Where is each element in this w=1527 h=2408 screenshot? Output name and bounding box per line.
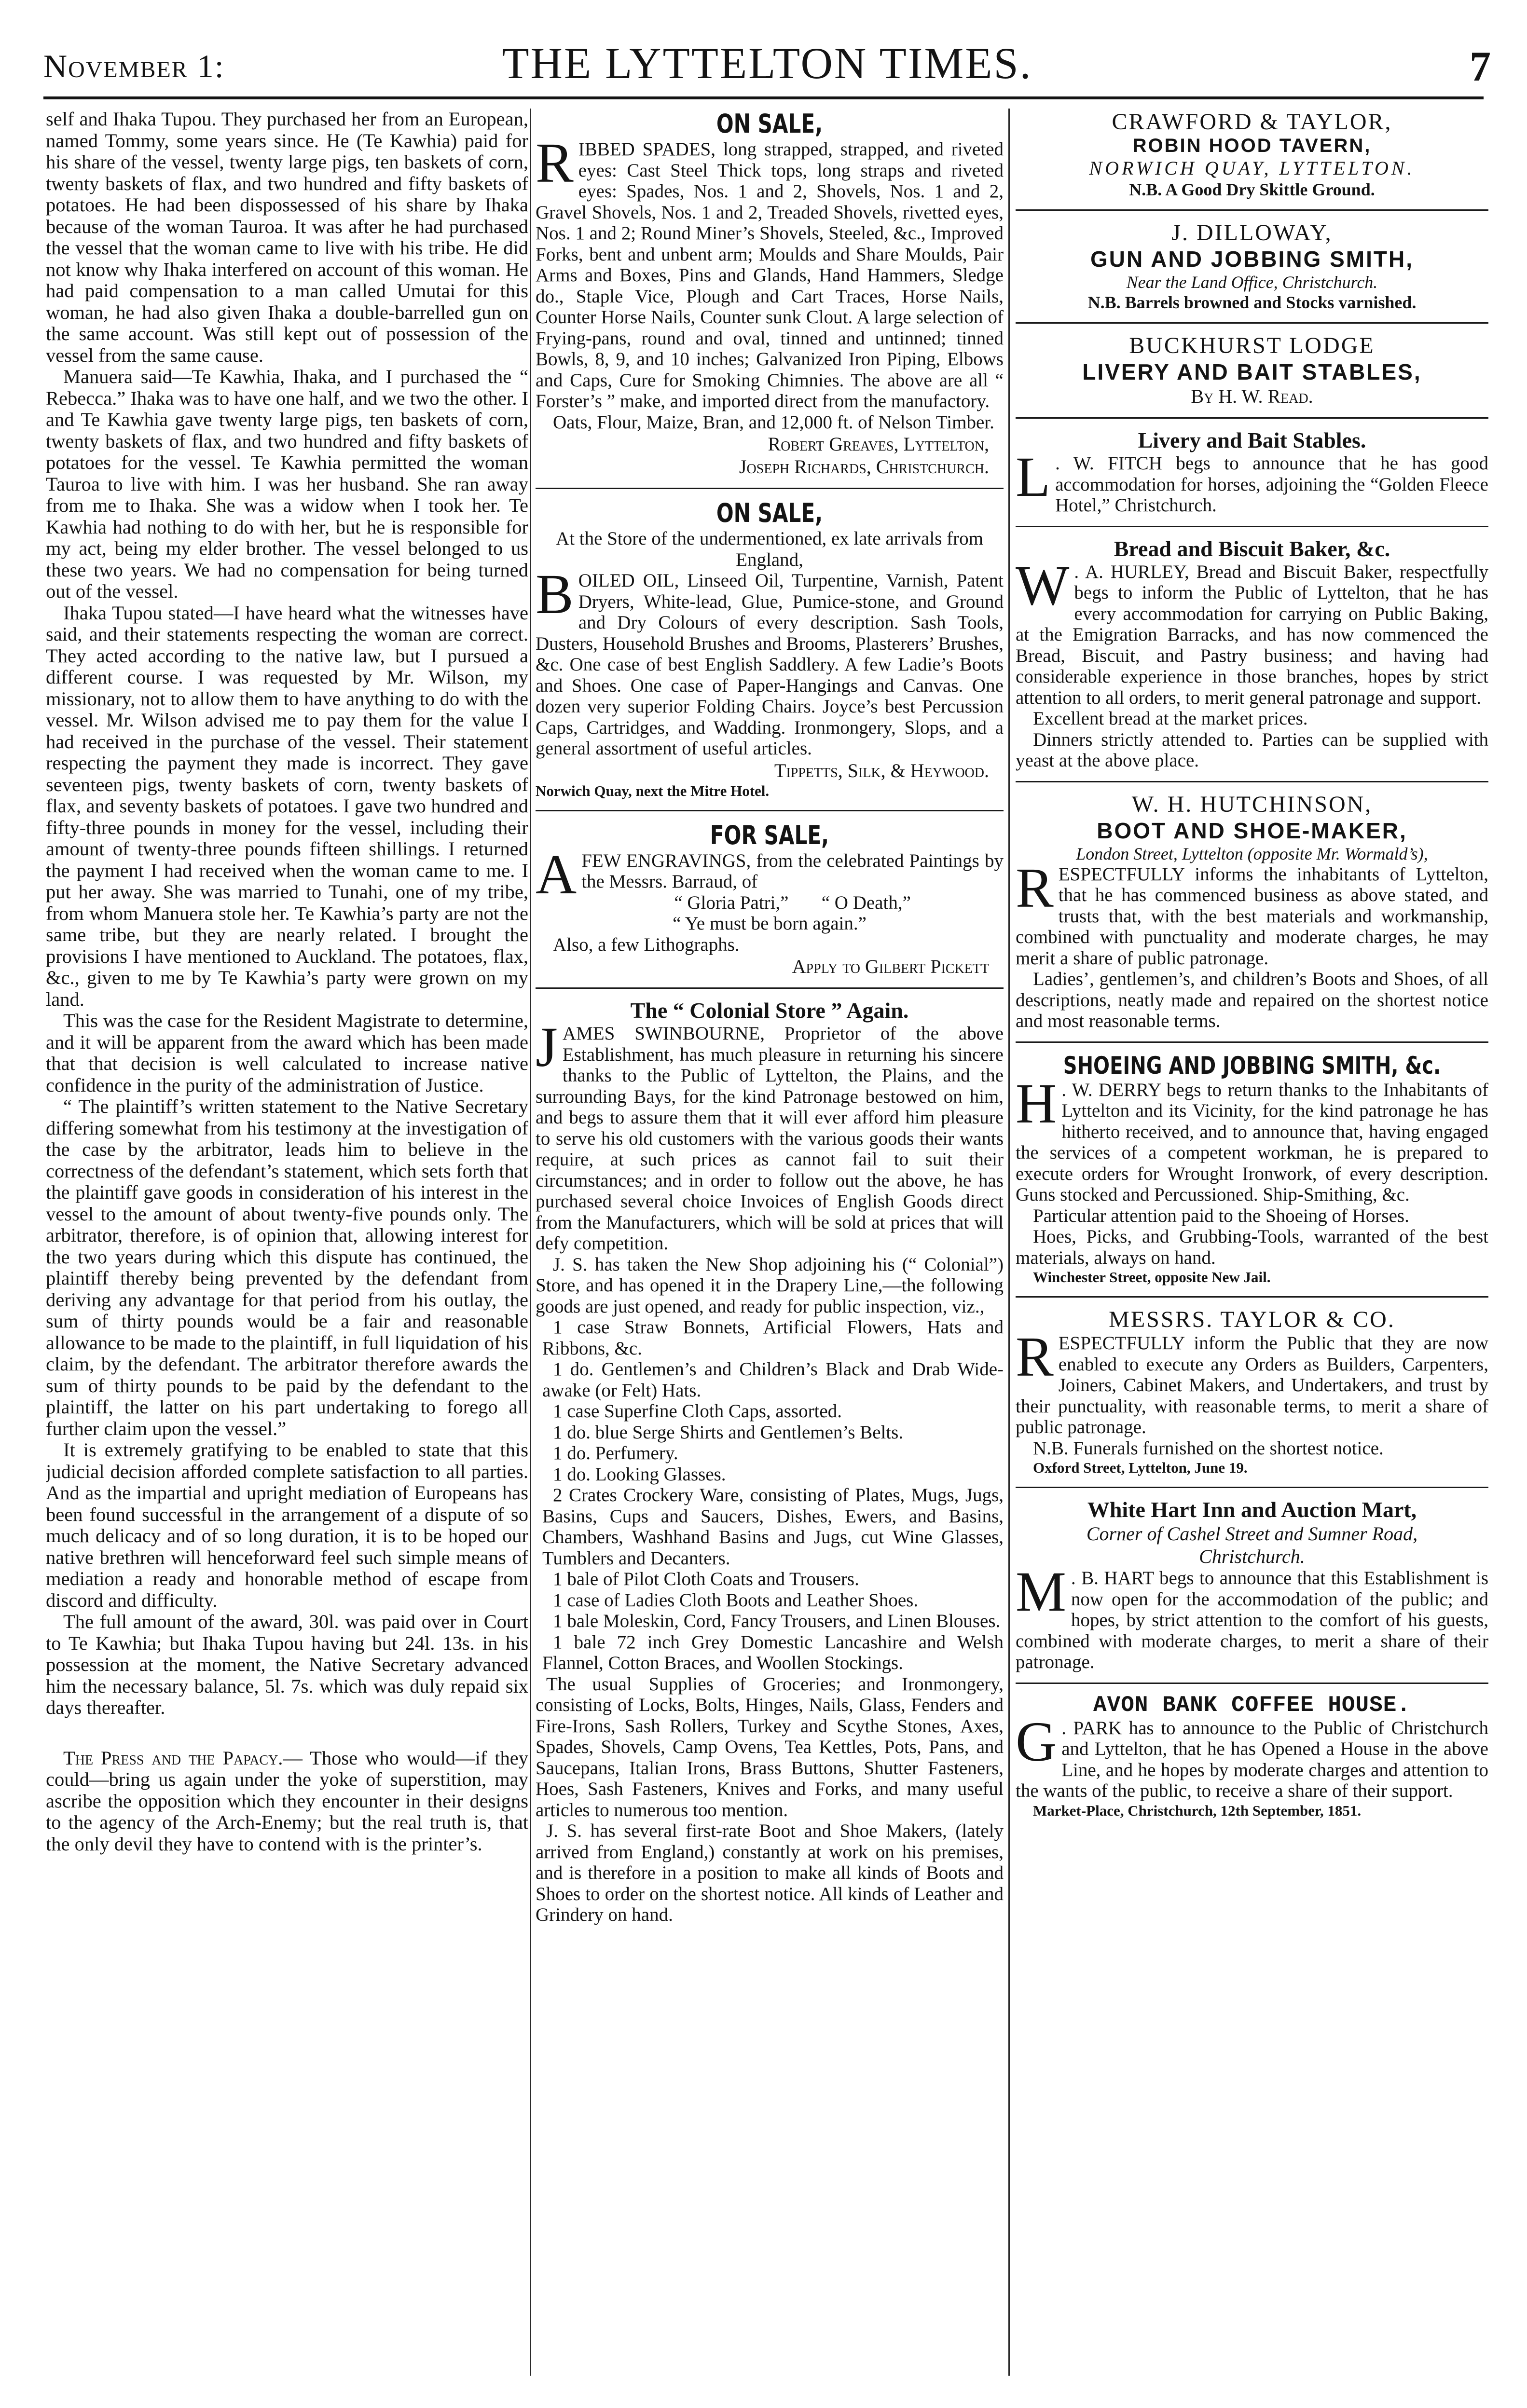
ad-body: Ladies’, gentlemen’s, and children’s Boots and Shoes, of all descriptions, neatly made and repaired on the shortest notice and most reasonable terms. [1016, 969, 1488, 1031]
ad-body: Particular attention paid to the Shoeing of Horses. [1033, 1205, 1409, 1226]
ad-white-hart-inn [1016, 1497, 1488, 1673]
ad-taylor-co [1016, 1306, 1488, 1477]
drop-capital: W [1016, 553, 1070, 617]
drop-capital: R [536, 131, 574, 194]
ad-heading: AVON BANK COFFEE HOUSE. [1093, 1692, 1411, 1718]
drop-capital: J [536, 1015, 558, 1079]
ad-signature: Apply to Gilbert Pickett [792, 956, 989, 977]
ad-address: Winchester Street, opposite New Jail. [1033, 1269, 1271, 1286]
goods-list [536, 1317, 1004, 1674]
ad-body: Dinners strictly attended to. Parties can be supplied with yeast at the above place. [1016, 729, 1488, 771]
ad-separator [536, 987, 1004, 989]
goods-item: 1 do. Looking Glasses. [553, 1464, 726, 1485]
ad-location: London Street, Lyttelton (opposite Mr. Wormald’s), [1076, 844, 1428, 863]
ad-signature: Joseph Richards, Christchurch. [739, 456, 989, 478]
press-papacy-text: — Those who would—if they could—bring us again under the yoke of superstition, may ascribe the opposition which they encounter in their designs to the agency of the Arch-Enemy; but the real truth is, that the only devil they have to contend with is the printer’s. [46, 1747, 528, 1855]
ad-separator [1016, 1683, 1488, 1684]
ad-dilloway [1016, 219, 1488, 313]
ad-body: AMES SWINBOURNE, Proprietor of the above Establishment, has much pleasure in returning his sincere thanks to the Public of Lyttelton, the Plains, and the surrounding Bays, for the kind Patronage bestowed on him, and begs to assure them that it will ever afford him pleasure to serve his old customers with the various goods their wants require, at such prices as cannot fail to suit their circumstances; and in order to follow out the above, he has purchased several choice Invoices of English Goods direct from the Manufacturers, which will be sold at prices that will defy competition. [536, 1023, 1004, 1254]
ad-address: Market-Place, Christchurch, 12th September, 1851. [1033, 1802, 1362, 1819]
ad-body: J. S. has several first-rate Boot and Shoe Makers, (lately arrived from England,) constantly at work on his premises, and is therefore in a position to make all kinds of Boots and Shoes to order on the shortest notice. All kinds of Leather and Grindery on hand. [536, 1820, 1004, 1925]
ad-separator [1016, 417, 1488, 419]
ad-separator [1016, 781, 1488, 782]
ad-heading: SHOEING AND JOBBING SMITH, &c. [1063, 1051, 1441, 1080]
news-paragraph: It is extremely gratifying to be enabled to state that this judicial decision afforded complete satisfaction to all parties. And as the impartial and upright mediation of Europeans has been found successful in the arrangement of a dispute of so much delicacy and of so long duration, it is to be hoped our native brethren will henceforward feel such simple means of mediation a ready and honorable method of escape from discord and difficulty. [46, 1439, 528, 1611]
ad-heading: FOR SALE, [710, 820, 829, 850]
drop-capital: M [1016, 1560, 1066, 1623]
ad-signature: Tippetts, Silk, & Heywood. [774, 759, 989, 781]
masthead [43, 29, 1491, 92]
ad-livery-stables [1016, 427, 1488, 516]
newspaper-title: THE LYTTELTON TIMES. [502, 39, 1032, 88]
ad-buckhurst-lodge [1016, 332, 1488, 408]
ad-separator [1016, 526, 1488, 527]
ad-note: N.B. Barrels browned and Stocks varnished. [1087, 293, 1417, 312]
ad-body: The usual Supplies of Groceries; and Ironmongery, consisting of Locks, Bolts, Hinges, Nails, Glass, Fenders and Fire-Irons, Sash Rollers, Turkey and Scythe Stones, Axes, Spades, Shovels, Camp Ovens, Tea Kettles, Pots, Pans, and Saucepans, Italian Irons, Brass Buttons, Shutter Fasteners, Hoes, Sash Fasteners, Knives and Forks, and many useful articles to numerous too mention. [536, 1673, 1004, 1820]
goods-item: 1 bale of Pilot Cloth Coats and Trousers. [553, 1569, 859, 1589]
ad-body: N.B. Funerals furnished on the shortest notice. [1033, 1437, 1384, 1459]
ad-body: . A. HURLEY, Bread and Biscuit Baker, respectfully begs to inform the Public of Lyttelton, that he has every accommodation for carrying on Public Baking, at the Emigration Barracks, and has now commenced the Bread, Biscuit, and Pastry business; and having had considerable experience in those branches, hopes by strict attention to all orders, to merit general patronage and support. [1016, 561, 1488, 708]
masthead-rule [43, 96, 1484, 99]
ad-heading: Bread and Biscuit Baker, &c. [1114, 536, 1390, 561]
news-paragraph: Ihaka Tupou stated—I have heard what the witnesses have said, and their statements respecting the woman are correct. They acted according to the native law, but I pursued a different course. I was requested by Mr. Wilson, my missionary, not to allow them to have anything to do with the vessel. Mr. Wilson advised me to pay them for the value I had received in the purchase of the vessel. Their statement respecting the payment they made is incorrect. They gave seventeen pigs, twenty baskets of corn, twenty baskets of flax, and seventy baskets of potatoes. I gave two hundred and fifty-three pounds in money for the vessel, including their amount of twenty-three pounds fifteen shillings. I returned the payment I had received when the woman came to me. I put her away. She was married to Tunahi, one of my tribe, from whom Manuera stole her. Te Kawhia’s party are not the same tribe, but they are nearly related. I brought the provisions I have mentioned to Auckland. The potatoes, flax, &c., given to me by Te Kawhia’s party were grown on my land. [46, 602, 528, 1010]
ad-proprietor: By H. W. Read. [1191, 385, 1313, 407]
drop-capital: R [1016, 1325, 1054, 1388]
press-papacy-title: The Press and the Papacy. [63, 1747, 283, 1769]
ad-separator [1016, 1487, 1488, 1488]
ad-bread-baker [1016, 536, 1488, 771]
ad-body: ESPECTFULLY inform the Public that they are now enabled to execute any Orders as Builders, Carpenters, Joiners, Cabinet Makers, and Undertakers, and trust by their punctuality, with reasonable terms, to merit a share of public patronage. [1016, 1333, 1488, 1437]
news-paragraph: “ The plaintiff’s written statement to the Native Secretary differing somewhat from his testimony at the investigation of the case by the arbitrator, leads him to believe in the correctness of the defendant’s statement, which sets forth that the plaintiff gave goods in consideration of his interest in the vessel to the amount of about twenty-five pounds only. The arbitrator, therefore, is of opinion that, allowing interest for the two years during which this dispute has continued, the plaintiff thereby being prevented by the defendant from deriving any advantage for that period from his outlay, the sum of thirty pounds would be a fair and reasonable allowance to be made to the plaintiff, in full liquidation of his claim, by the defendant. The arbitrator therefore awards the sum of thirty pounds to be paid by the defendant to the plaintiff, the latter on his part undertaking to forego all further claim upon the vessel.” [46, 1095, 528, 1439]
ad-subheading: BOOT AND SHOE-MAKER, [1097, 818, 1407, 843]
drop-capital: H [1016, 1071, 1057, 1135]
goods-item: 1 do. Gentlemen’s and Children’s Black and Drab Wide-awake (or Felt) Hats. [542, 1359, 1004, 1401]
ad-subheading: GUN AND JOBBING SMITH, [1090, 246, 1414, 272]
goods-item: 1 do. blue Serge Shirts and Gentlemen’s Belts. [553, 1422, 904, 1443]
ad-location: Christchurch. [1199, 1546, 1305, 1567]
ad-body: . W. FITCH begs to announce that he has good accommodation for horses, adjoining the “Golden Fleece Hotel,” Christchurch. [1055, 453, 1488, 516]
drop-capital: R [1016, 856, 1054, 919]
ad-body: FEW ENGRAVINGS, from the celebrated Paintings by the Messrs. Barraud, of [581, 850, 1004, 892]
ad-body: Also, a few Lithographs. [553, 934, 740, 955]
ad-body: Oats, Flour, Maize, Bran, and 12,000 ft. of Nelson Timber. [553, 411, 994, 433]
ad-body: . W. DERRY begs to return thanks to the Inhabitants of Lyttelton and its Vicinity, for the kind patronage he has hitherto received, and to announce that, having engaged the services of a competent workman, he is prepared to execute orders for Wrought Ironwork, of every description. Guns stocked and Percussioned. Ship-Smithing, &c. [1016, 1079, 1488, 1205]
ad-body: J. S. has taken the New Shop adjoining his (“ Colonial”) Store, and has opened it in the Drapery Line,—the following goods are just opened, and ready for public inspection, viz., [536, 1254, 1004, 1317]
ad-body: Excellent bread at the market prices. [1033, 708, 1308, 729]
ad-location: Near the Land Office, Christchurch. [1126, 273, 1378, 292]
ad-location: NORWICH QUAY, LYTTELTON. [1089, 157, 1415, 179]
goods-item: 1 case Straw Bonnets, Artificial Flowers, Hats and Ribbons, &c. [542, 1317, 1004, 1359]
ad-separator [1016, 1296, 1488, 1298]
ad-address: Oxford Street, Lyttelton, June 19. [1033, 1459, 1248, 1476]
ad-subheading: LIVERY AND BAIT STABLES, [1082, 359, 1422, 384]
ad-separator [1016, 209, 1488, 211]
news-paragraph: The full amount of the award, 30l. was paid over in Court to Te Kawhia; but Ihaka Tupou having but 24l. 13s. in his possession at the moment, the Native Secretary advanced him the necessary balance, 5l. 7s. which was duly repaid six days thereafter. [46, 1611, 528, 1718]
press-papacy-item [46, 1748, 528, 1855]
ad-intro: At the Store of the undermentioned, ex late arrivals from England, [556, 528, 983, 570]
goods-item: 1 do. Perfumery. [553, 1443, 678, 1464]
column-advertisements-center [536, 109, 1004, 2385]
goods-item: 1 bale 72 inch Grey Domestic Lancashire and Welsh Flannel, Cotton Braces, and Woollen Stockings. [542, 1631, 1004, 1673]
ad-heading: White Hart Inn and Auction Mart, [1087, 1497, 1417, 1522]
column-news-report [46, 109, 528, 2385]
ad-body: . PARK has to announce to the Public of Christchurch and Lyttelton, that he has Opened a House in the above Line, and he hopes by moderate charges and attention to the wants of the public, to receive a share of their support. [1016, 1717, 1488, 1801]
ad-location: Corner of Cashel Street and Sumner Road, [1086, 1523, 1418, 1545]
ad-avon-bank-coffee-house [1016, 1693, 1488, 1820]
column-divider-1 [530, 109, 531, 2376]
engraving-titles: “ Gloria Patri,” “ O Death,” [674, 892, 911, 913]
ad-heading: Livery and Bait Stables. [1138, 428, 1366, 452]
column-advertisements-right [1016, 109, 1488, 2385]
ad-separator [1016, 322, 1488, 324]
ad-on-sale-spades [536, 109, 1004, 478]
ad-separator [536, 810, 1004, 811]
ad-heading: MESSRS. TAYLOR & CO. [1109, 1307, 1395, 1332]
ad-heading: BUCKHURST LODGE [1129, 333, 1375, 358]
ad-heading: J. DILLOWAY, [1171, 220, 1333, 246]
ad-heading: ON SALE, [716, 109, 823, 139]
drop-capital: A [536, 842, 577, 906]
ad-heading: W. H. HUTCHINSON, [1131, 791, 1373, 817]
ad-subheading: ROBIN HOOD TAVERN, [1132, 135, 1372, 156]
issue-date: November 1: [43, 48, 225, 84]
ad-heading: ON SALE, [716, 498, 823, 528]
ad-colonial-store [536, 998, 1004, 1926]
ad-note: N.B. A Good Dry Skittle Ground. [1129, 180, 1375, 199]
page-number: 7 [1470, 43, 1491, 90]
news-paragraph: This was the case for the Resident Magistrate to determine, and it will be apparent from the award which has been made that that decision is well calculated to increase native confidence in the purity of the administration of Justice. [46, 1010, 528, 1096]
ad-heading: CRAWFORD & TAYLOR, [1112, 109, 1392, 135]
goods-item: 1 case of Ladies Cloth Boots and Leather Shoes. [553, 1589, 919, 1611]
goods-item: 1 case Superfine Cloth Caps, assorted. [553, 1401, 842, 1422]
ad-shoeing-smith [1016, 1052, 1488, 1287]
column-divider-2 [1008, 109, 1010, 2376]
ad-body: OILED OIL, Linseed Oil, Turpentine, Varnish, Patent Dryers, White-lead, Glue, Pumice-stone, and Ground and Dry Colours of every description. Sash Tools, Dusters, Household Brushes and Brooms, Plasterers’ Brushes, &c. One case of best English Saddlery. A few Ladie’s Boots and Shoes. One case of Paper-Hangings and Canvas. One dozen very superior Folding Chairs. Joyce’s best Percussion Caps, Cartridges, and Wadding. Ironmongery, Slops, and a general assortment of useful articles. [536, 570, 1004, 759]
goods-item: 1 bale Moleskin, Cord, Fancy Trousers, and Linen Blouses. [553, 1611, 1001, 1631]
ad-body: Hoes, Picks, and Grubbing-Tools, warranted of the best materials, always on hand. [1016, 1226, 1488, 1268]
ad-address: Norwich Quay, next the Mitre Hotel. [536, 782, 770, 799]
ad-body: ESPECTFULLY informs the inhabitants of Lyttelton, that he has commenced business as above stated, and trusts that, with the best materials and workmanship, combined with punctuality and moderate charges, he may merit a share of public patronage. [1016, 863, 1488, 969]
news-paragraph: Manuera said—Te Kawhia, Ihaka, and I purchased the “ Rebecca.” Ihaka was to have one half, and we two the other. I and Te Kawhia gave twenty large pigs, ten baskets of corn, twenty baskets of flax, and two hundred and fifty baskets of potatoes for the vessel. Te Kawhia permitted the woman Tauroa to live with him. I was her husband. She ran away from me to Ihaka. She was a widow when I took her. Te Kawhia had nothing to do with her, but he is responsible for my act, being my elder brother. The vessel belonged to us these two years. We had no compensation for being turned out of the vessel. [46, 366, 528, 602]
drop-capital: G [1016, 1710, 1057, 1773]
ad-hutchinson [1016, 791, 1488, 1032]
goods-item: 2 Crates Crockery Ware, consisting of Plates, Mugs, Jugs, Basins, Cups and Saucers, Dishes, Ewers, and Basins, Chambers, Washhand Basins and Jugs, cut Wine Glasses, Tumblers and Decanters. [542, 1485, 1004, 1569]
drop-capital: L [1016, 445, 1051, 508]
ad-body: . B. HART begs to announce that this Establishment is now open for the accommodation of the public; and hopes, by strict attention to the comfort of his guests, combined with moderate charges, to merit a share of their patronage. [1016, 1568, 1488, 1672]
ad-signature: Robert Greaves, Lyttelton, [768, 433, 989, 455]
drop-capital: B [536, 562, 574, 626]
ad-body: IBBED SPADES, long strapped, strapped, and riveted eyes: Cast Steel Thick tops, long straps and riveted eyes: Spades, Nos. 1 and 2, Shovels, Nos. 1 and 2, Gravel Shovels, Nos. 1 and 2, Treaded Shovels, rivetted eyes, Nos. 1 and 2; Round Miner’s Shovels, Steeled, &c., Improved Forks, bent and unbent arm; Moulds and Share Moulds, Pair Arms and Boxes, Pins and Glands, Hand Hammers, Sledge do., Staple Vice, Plough and Cart Traces, Horse Nails, Counter Horse Nails, Counter sunk Clout. A large selection of Frying-pans, round and oval, tinned and untinned; tinned Bowls, 8, 9, and 10 inches; Galvanized Iron Piping, Elbows and Caps, Cure for Smoking Chimnies. The above are all “ Forster’s ” make, and imported direct from the manufactory. [536, 139, 1004, 411]
ad-separator [1016, 1041, 1488, 1043]
ad-separator [536, 488, 1004, 489]
ad-crawford-taylor [1016, 109, 1488, 200]
engraving-titles: “ Ye must be born again.” [673, 913, 867, 934]
ad-heading: The “ Colonial Store ” Again. [630, 998, 909, 1023]
ad-for-sale-engravings [536, 820, 1004, 978]
news-paragraph: self and Ihaka Tupou. They purchased her from an European, named Tommy, some years since. He (Te Kawhia) paid for his share of the vessel, twenty large pigs, ten baskets of corn, twenty baskets of flax, and two hundred and fifty baskets of potatoes. He had been dispossessed of his share by Ihaka because of the woman Tauroa. It was after he had purchased the vessel that the woman came to live with his tribe. He did not know why Ihaka interfered on account of this woman. He had paid compensation to a man called Umutai for this woman, he had also given Ihaka a double-barrelled gun on the same account. Was still kept out of possession of the vessel from the same cause. [46, 109, 528, 366]
ad-on-sale-oils [536, 498, 1004, 800]
